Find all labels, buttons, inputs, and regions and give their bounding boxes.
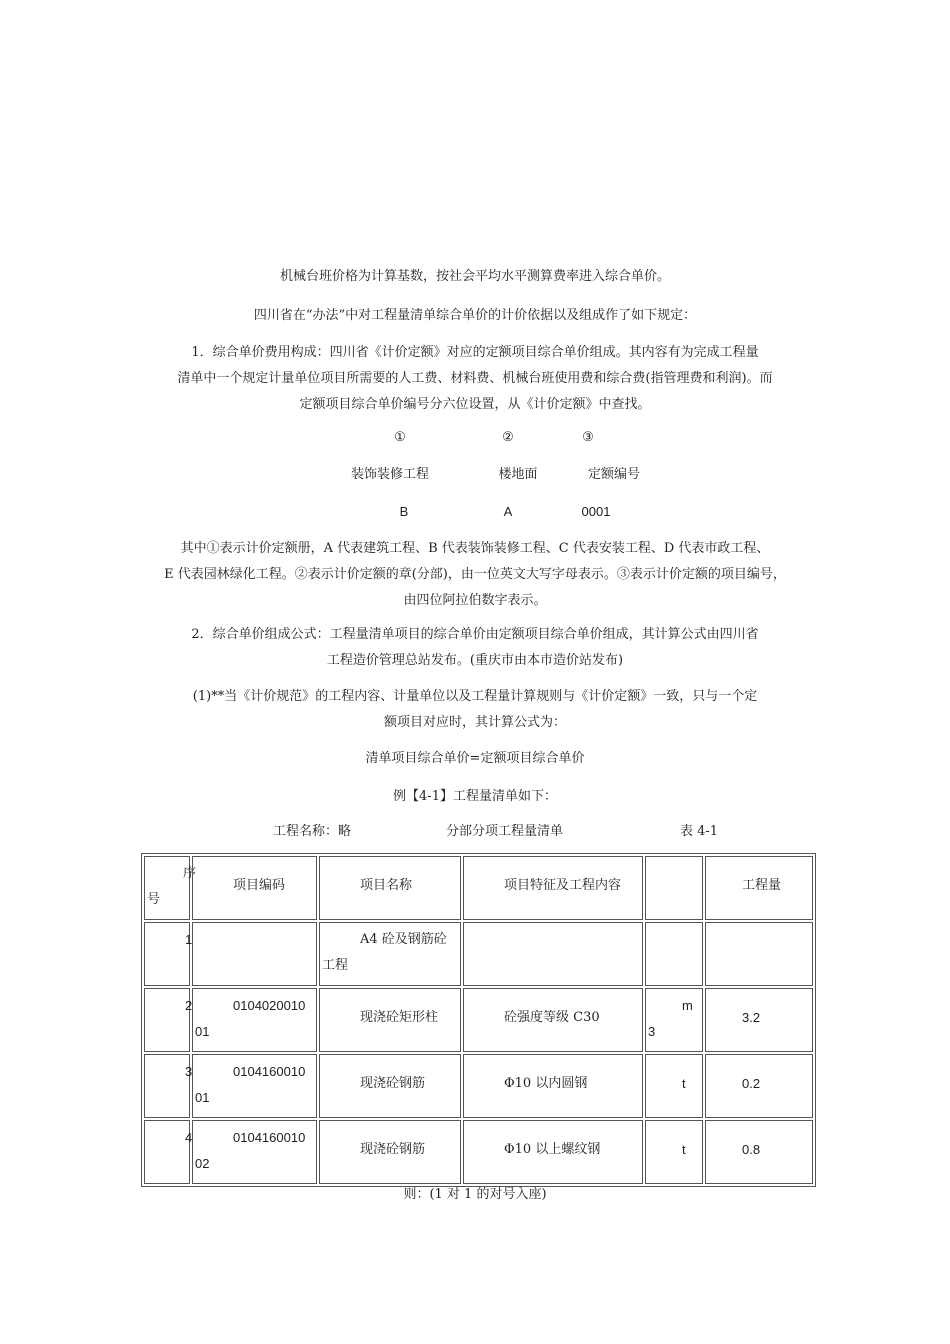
row2-name-a: 现浇砼矩形柱 (360, 1010, 439, 1025)
cell-qty (705, 1054, 813, 1118)
formula: 清单项目综合单价=定额项目综合单价 (365, 751, 585, 766)
cell-code (192, 922, 317, 986)
row3-qty: 0.2 (742, 1076, 761, 1091)
cell-name (319, 988, 461, 1052)
cell-unit (645, 1120, 703, 1184)
paragraph-item1-line2: 清单中一个规定计量单位项目所需要的人工费、材料费、机械台班使用费和综合费(指管理费和利润)。而 (177, 371, 773, 386)
code-label-book: 装饰装修工程 (350, 467, 429, 482)
cell-code (192, 1120, 317, 1184)
header-unit (645, 856, 703, 920)
paragraph-item2-line2: 工程造价管理总站发布。(重庆市由本市造价站发布) (326, 653, 624, 668)
code-value-number: 0001 (581, 504, 611, 519)
paragraph-item2-1-line2: 额项目对应时，其计算公式为： (383, 715, 566, 730)
row3-code-b: 01 (195, 1090, 210, 1105)
code-value-book: B (399, 504, 409, 519)
header-qty-label: 工程量 (742, 878, 782, 893)
header-feature (463, 856, 643, 920)
code-value-chapter: A (503, 504, 513, 519)
row4-feature: Φ10 以上螺纹钢 (504, 1142, 601, 1157)
code-marker-3: ③ (582, 430, 594, 445)
row3-code-a: 0104160010 (233, 1064, 306, 1079)
row3-feature: Φ10 以内圆钢 (504, 1076, 588, 1091)
cell-name (319, 1054, 461, 1118)
row3-seq: 3 (185, 1064, 193, 1079)
paragraph-code-explain-line3: 由四位阿拉伯数字表示。 (403, 593, 547, 608)
cell-name (319, 1120, 461, 1184)
cell-seq (144, 988, 193, 1052)
code-label-chapter: 楼地面 (498, 467, 538, 482)
cell-feature (463, 1120, 643, 1184)
header-name-label: 项目名称 (360, 878, 413, 893)
cell-unit (645, 988, 703, 1052)
cell-name (319, 922, 461, 986)
header-seq-part2: 号 (147, 892, 161, 907)
row2-unit-a: m (682, 998, 693, 1013)
row2-unit-b: 3 (648, 1024, 656, 1039)
code-label-number: 定额编号 (587, 467, 640, 482)
table-row (144, 1054, 813, 1118)
row2-feature: 砼强度等级 C30 (504, 1010, 600, 1025)
table-header-row (144, 856, 813, 920)
row4-code-a: 0104160010 (233, 1130, 306, 1145)
row2-code-b: 01 (195, 1024, 210, 1039)
table-row (144, 1120, 813, 1184)
paragraph-item1-line3: 定额项目综合单价编号分六位设置，从《计价定额》中查找。 (299, 397, 651, 412)
paragraph-code-explain-line1: 其中①表示计价定额册，A 代表建筑工程、B 代表装饰装修工程、C 代表安装工程、D 代表市政工程、 (180, 541, 770, 556)
code-marker-1: ① (394, 430, 406, 445)
header-name (319, 856, 461, 920)
table-row (144, 922, 813, 986)
cell-qty (705, 988, 813, 1052)
cell-code (192, 1054, 317, 1118)
paragraph-intro: 机械台班价格为计算基数，按社会平均水平测算费率进入综合单价。 (279, 269, 670, 284)
table-number: 表 4-1 (680, 824, 719, 839)
footer-note: 则：(1 对 1 的对号入座) (403, 1187, 547, 1202)
row2-qty: 3.2 (742, 1010, 761, 1025)
bill-of-quantities-table (141, 853, 816, 1187)
cell-feature (463, 922, 643, 986)
cell-seq (144, 1120, 193, 1184)
header-qty (705, 856, 813, 920)
paragraph-item2-1-line1: (1)**当《计价规范》的工程内容、计量单位以及工程量计算规则与《计价定额》一致，只与一个定 (192, 689, 758, 704)
header-code-label: 项目编码 (233, 878, 286, 893)
row1-name-a: A4 砼及钢筋砼 (360, 932, 447, 947)
row4-code-b: 02 (195, 1156, 210, 1171)
example-heading: 例【4-1】工程量清单如下： (393, 789, 557, 804)
paragraph-item1-line1: 1．综合单价费用构成：四川省《计价定额》对应的定额项目综合单价组成。其内容有为完成工程量 (191, 345, 759, 360)
table-project-name: 工程名称：略 (273, 824, 352, 839)
row3-unit-a: t (682, 1076, 686, 1091)
cell-feature (463, 1054, 643, 1118)
table-row (144, 988, 813, 1052)
header-seq-part1: 序 (183, 866, 197, 881)
paragraph-code-explain-line2: E 代表园林绿化工程。②表示计价定额的章(分部)，由一位英文大写字母表示。③表示计价定额的项目编号， (164, 567, 786, 582)
cell-code (192, 988, 317, 1052)
row4-name-a: 现浇砼钢筋 (360, 1142, 426, 1157)
cell-qty (705, 1120, 813, 1184)
cell-unit (645, 1054, 703, 1118)
cell-unit (645, 922, 703, 986)
paragraph-item2-line1: 2．综合单价组成公式：工程量清单项目的综合单价由定额项目综合单价组成，其计算公式由四川省 (191, 627, 759, 642)
row4-seq: 4 (185, 1130, 193, 1145)
header-code (192, 856, 317, 920)
cell-qty (705, 922, 813, 986)
row2-code-a: 0104020010 (233, 998, 306, 1013)
cell-feature (463, 988, 643, 1052)
row1-name-b: 工程 (322, 958, 349, 973)
header-feature-label: 项目特征及工程内容 (504, 878, 622, 893)
table-title: 分部分项工程量清单 (446, 824, 564, 839)
row4-unit-a: t (682, 1142, 686, 1157)
row2-seq: 2 (185, 998, 193, 1013)
row1-seq: 1 (185, 932, 193, 947)
row4-qty: 0.8 (742, 1142, 761, 1157)
row3-name-a: 现浇砼钢筋 (360, 1076, 426, 1091)
cell-seq (144, 922, 193, 986)
code-marker-2: ② (502, 430, 514, 445)
paragraph-sichuan-rules: 四川省在“办法”中对工程量清单综合单价的计价依据以及组成作了如下规定： (253, 308, 697, 323)
cell-seq (144, 1054, 193, 1118)
header-seq (144, 856, 197, 920)
